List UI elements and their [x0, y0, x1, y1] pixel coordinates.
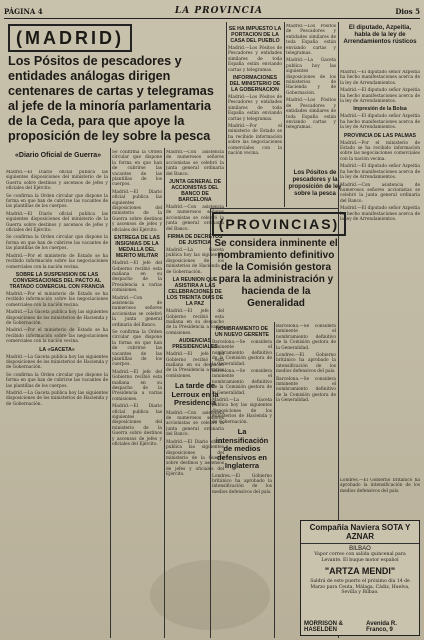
- subheading: PROVINCIA DE LAS PALMAS: [343, 132, 417, 139]
- paper-stain: [20, 300, 80, 340]
- article-text: Madrid.—La Gaceta publica hoy las siguientes disposiciones de los ministerios de Hacienda y de Gobernación.: [166, 248, 224, 275]
- article-text: Madrid.—Por el ministerio de Estado se ha recibido información sobre las negociaciones comerciales con la nación vecina.: [340, 140, 420, 162]
- article-text: Madrid.—El Diario oficial publica las siguientes disposiciones del ministerio de la Guerra sobre destinos y ascensos de jefes y oficiales del Ejército.: [6, 170, 108, 192]
- column-5: [286, 24, 336, 168]
- article-text: Londres.—El Gobierno británico ha aprobado la intensificación de los medios defensivos del país.: [340, 478, 420, 494]
- ad-footer: [301, 621, 419, 633]
- article-text: Madrid.—El Diario oficial publica las siguientes disposiciones del ministerio de la Guerra sobre destinos y ascensos de jefes y oficiales del Ejército.: [112, 189, 162, 233]
- column-9: [340, 478, 420, 518]
- article-text: Madrid.—El diputado señor Azpeitia ha hecho manifestaciones acerca de la ley de Arrendamientos.: [340, 206, 420, 222]
- section-rule: [210, 208, 338, 209]
- article-text: Barcelona.—Se considera inminente el nombramiento definitivo de la Comisión gestora de la Generalidad.: [212, 340, 272, 367]
- diario-heading: «Diario Oficial de Guerra»: [15, 152, 101, 159]
- ad-text: Vapor correo con salida quincenal para Levante. El buque motor español: [314, 552, 406, 563]
- article-text: Madrid.—Por el ministerio de Estado se ha recibido información sobre las negociaciones comerciales con la nación vecina.: [6, 253, 108, 270]
- article-text: Madrid.—La Gaceta publica hoy las siguientes disposiciones de los ministerios de Hacienda y de Gobernación.: [6, 310, 108, 326]
- article-text: Madrid.—La Gaceta publica hoy las siguientes disposiciones de los ministerios de Hacienda y de Gobernación.: [212, 398, 272, 425]
- article-text: Madrid.—El jefe del Gobierno recibió esta mañana en su despacho de la Presidencia a varias comisiones.: [112, 261, 162, 294]
- article-text: Barcelona.—Se considera inminente el nombramiento definitivo de la Comisión gestora de la Generalidad.: [212, 369, 272, 396]
- article-text: Madrid.—Por el ministerio de Estado se ha recibido información sobre las negociaciones comerciales con la nación vecina.: [228, 124, 282, 157]
- subheading-large: La tarde de Lerroux en la Presidencia: [171, 381, 219, 408]
- paper-stain: [150, 560, 270, 630]
- column-rule: [164, 148, 165, 638]
- column-8: [276, 324, 336, 516]
- subheading: Impresión de la Bolsa: [353, 106, 407, 113]
- subheading: INFORMACIONES DEL MINISTERIO DE LA GOBERNACION: [229, 75, 281, 94]
- column-2: [112, 150, 162, 636]
- page-number: PÁGINA 4: [4, 6, 43, 16]
- article-text: Madrid.—El Diario oficial publica las siguientes disposiciones del ministerio de la Guerra sobre destinos y ascensos de jefes y oficiales del Ejército.: [6, 211, 108, 234]
- column-1: [6, 170, 108, 636]
- positos-heading: Los Pósitos de pescadores y la proposición de ley sobre la pesca: [288, 170, 342, 197]
- article-text: Madrid.—Con asistencia de numerosos señores accionistas se celebró la junta general ordinaria del Banco.: [166, 410, 224, 438]
- article-text: Madrid.—El diputado señor Azpeitia ha hecho manifestaciones acerca de la ley de Arrendamientos.: [340, 70, 420, 86]
- article-text: Se confirma la Orden circular que dispone la forma en que han de cubrirse las vacantes de las plantillas de los cuerpos.: [112, 150, 162, 188]
- ad-address: Avenida R. Franco, 9: [366, 621, 397, 633]
- section-provincias: (PROVINCIAS): [212, 212, 346, 236]
- article-text: Londres.—El Gobierno británico ha aprobado la intensificación de los medios defensivos del país.: [212, 473, 272, 495]
- column-rule: [226, 22, 227, 207]
- article-text: Madrid.—El diputado señor Azpeitia ha hecho manifestaciones acerca de la ley de Arrendamientos.: [340, 164, 420, 181]
- section-madrid: (MADRID): [8, 24, 132, 52]
- article-text: Madrid.—Por el ministerio de Estado se ha recibido información sobre las negociaciones comerciales con la nación vecina.: [6, 291, 108, 308]
- article-text: Se confirma la Orden circular que dispone la forma en que han de cubrirse las vacantes de las plantillas de los cuerpos.: [6, 193, 108, 210]
- subheading: SE HA IMPUESTO LA PORTACION DE LA CASA DEL PUEBLO: [228, 26, 282, 44]
- shipping-advertisement: [300, 520, 420, 636]
- article-text: Madrid.—El jefe del Gobierno recibió esta mañana en su despacho de la Presidencia a varias comisiones.: [112, 369, 162, 402]
- article-text: Madrid.—La Gaceta publica hoy las siguientes disposiciones de los ministerios de Hacienda y de Gobernación.: [6, 354, 108, 371]
- article-text: Madrid.—Los Pósitos de Pescadores y entidades similares de toda España están enviando cartas y telegramas.: [228, 46, 282, 73]
- diputado-heading: El diputado, Azpeitia, habla de la ley de Arrendamientos rústicos: [343, 24, 417, 46]
- article-text: Madrid.—La Gaceta publica hoy las siguientes disposiciones de los ministerios de Hacienda y de Gobernación.: [286, 58, 336, 96]
- subheading: ENTREGA DE LAS INSIGNIAS DE LA MEDALLA DEL MERITO MILITAR: [114, 235, 160, 260]
- article-text: Madrid.—El Diario oficial publica las siguientes disposiciones del ministerio de la Guerra sobre destinos y ascensos de jefes y oficiales del Ejército.: [166, 439, 224, 478]
- article-text: Madrid.—Los Pósitos de Pescadores y entidades similares de toda España están enviando cartas y telegramas.: [286, 98, 336, 131]
- article-text: Londres.—El Gobierno británico ha aprobado la intensificación de los medios defensivos del país.: [276, 353, 336, 375]
- provincias-headline: Se considera inminente el nombramiento definitivo de la Comisión gestora para la administración y hacienda de la Generalidad: [214, 238, 338, 309]
- article-text: Madrid.—Por el ministerio de Estado se ha recibido información sobre las negociaciones comerciales con la nación vecina.: [6, 328, 108, 345]
- article-text: Madrid.—El jefe del Gobierno recibió esta mañana en su despacho de la Presidencia a varias comisiones.: [166, 309, 224, 336]
- article-text: Se confirma la Orden circular que dispone la forma en que han de cubrirse las vacantes de las plantillas de los cuerpos.: [112, 329, 162, 368]
- column-6: [340, 70, 420, 516]
- subheading: LA «GACETA»: [39, 346, 75, 353]
- article-text: Se confirma la Orden circular que dispone la forma en que han de cubrirse las vacantes de las plantillas de los cuerpos.: [6, 372, 108, 389]
- article-text: Madrid.—Con asistencia de numerosos señores accionistas se celebró la junta general ordinaria del Banco.: [166, 150, 224, 177]
- subheading-large: La intensificación de medios defensivos en Inglaterra: [215, 427, 269, 471]
- article-text: Se confirma la Orden circular que dispone la forma en que han de cubrirse las vacantes de las plantillas de los cuerpos.: [6, 235, 108, 252]
- column-rule: [284, 22, 285, 207]
- column-rule: [274, 322, 275, 638]
- article-text: Madrid.—El jefe del Gobierno recibió esta mañana en su despacho de la Presidencia a varias comisiones.: [166, 352, 224, 379]
- article-text: Madrid.—Con asistencia de numerosos señores accionistas se celebró la junta general ordinaria del Banco.: [112, 295, 162, 328]
- newspaper-title: LA PROVINCIA: [174, 6, 264, 16]
- subheading: AUDIENCIAS PRESIDENCIALES: [172, 338, 218, 351]
- subheading: SOBRE LA SUSPENSION DE LAS CONVERSACIONES DEL PACTO AL TRATADO COMERCIAL CON FRANCIA: [9, 271, 105, 290]
- article-text: Madrid.—El Diario oficial publica las siguientes disposiciones del ministerio de la Guerra sobre destinos y ascensos de jefes y oficiales del Ejército.: [112, 404, 162, 448]
- ad-ship-name: "ARTZA MENDI": [324, 566, 396, 577]
- subheading: NOMBRAMIENTO DE UN NUEVO GERENTE: [215, 326, 269, 338]
- article-text: Madrid.—Los Pósitos de Pescadores y entidades similares de toda España están enviando cartas y telegramas.: [228, 95, 282, 122]
- subheading: JUNTA GENERAL DE ACCIONISTAS DEL BANCO DE BARCELONA: [168, 179, 222, 204]
- ad-title: Compañía Naviera SOTA Y AZNAR: [301, 521, 419, 544]
- ad-agent: MORRISON & HASELDEN: [304, 621, 343, 633]
- subheading: FIRMA DE DECRETOS DE JUSTICIA: [167, 234, 223, 247]
- column-rule: [110, 148, 111, 638]
- main-headline: Los Pósitos de pescadores y entidades análogas dirigen centenares de cartas y telegramas al jefe de la minoría parlamentaria de la Ceda, para que apoye la proposición de ley sobre la pesca: [8, 54, 214, 143]
- article-text: Madrid.—Los Pósitos de Pescadores y entidades similares de toda España están enviando cartas y telegramas.: [286, 24, 336, 57]
- masthead-date: Dios 5: [395, 6, 420, 16]
- article-text: Madrid.—La Gaceta publica hoy las siguientes disposiciones de los ministerios de Hacienda y de Gobernación.: [6, 391, 108, 407]
- column-4: [228, 24, 282, 206]
- masthead: [4, 4, 420, 19]
- article-text: Madrid.—Con asistencia de numerosos señores accionistas se celebró la junta general ordinaria del Banco.: [340, 182, 420, 204]
- ad-city: BILBAO: [349, 546, 371, 552]
- article-text: Barcelona.—Se considera inminente el nombramiento definitivo de la Comisión gestora de la Generalidad.: [276, 376, 336, 404]
- article-text: Barcelona.—Se considera inminente el nombramiento definitivo de la Comisión gestora de la Generalidad.: [276, 324, 336, 351]
- article-text: Madrid.—El diputado señor Azpeitia ha hecho manifestaciones acerca de la ley de Arrendamientos.: [340, 88, 420, 105]
- article-text: Madrid.—El diputado señor Azpeitia ha hecho manifestaciones acerca de la ley de Arrendamientos.: [340, 114, 420, 131]
- subheading: LA REUNION QUE ASISTIRA A LAS CELEBRACIONES DE LOS TREINTA DIAS DE LA PAZ: [166, 277, 224, 308]
- article-text: Madrid.—Con asistencia de numerosos señores accionistas se celebró la junta general ordinaria del Banco.: [166, 205, 224, 232]
- ad-text: Saldrá de este puerto el próximo día 14 de Marzo para Ceuta, Málaga, Cádiz, Huelva, Sevilla y Bilbao.: [310, 579, 410, 596]
